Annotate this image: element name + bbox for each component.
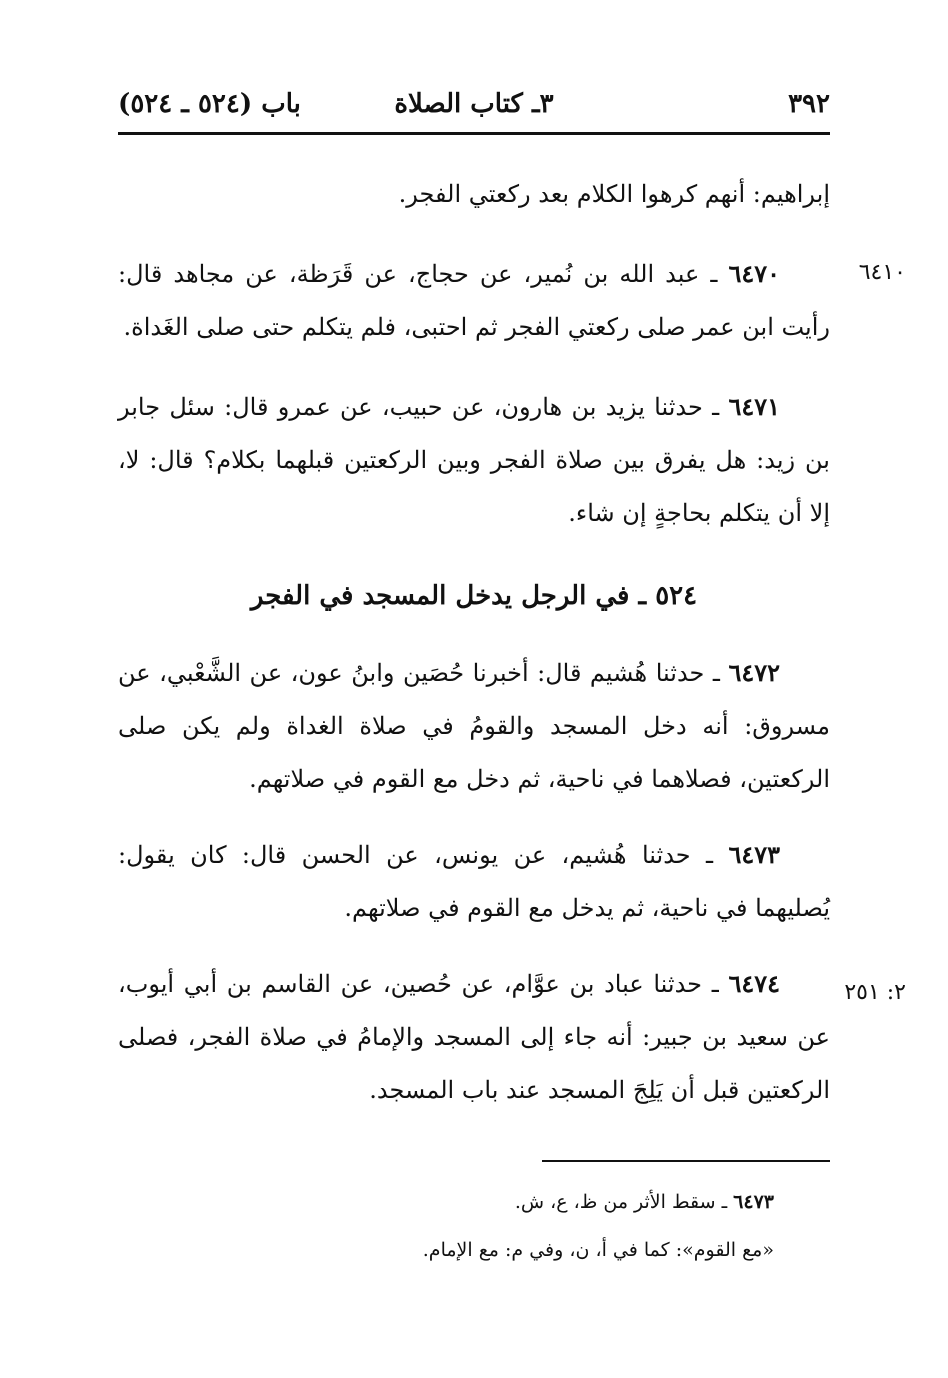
hadith-number: ٦٤٧٠: [728, 259, 780, 288]
main-text: [118, 168, 830, 1139]
footnote-text: «مع القوم»: كما في أ، ن، وفي م: مع الإمام.: [422, 1239, 774, 1261]
hadith-number: ٦٤٧٣: [728, 840, 780, 869]
paragraph-text: إبراهيم: أنهم كرهوا الكلام بعد ركعتي الفجر.: [398, 180, 830, 208]
page-number: ٣٩٢: [788, 89, 830, 119]
hadith-text: ـ حدثنا عباد بن عوَّام، عن حُصين، عن القاسم بن أبي أيوب، عن سعيد بن جبير: أنه جاء إلى المسجد والإمامُ في صلاة الفجر، فصلى الركعتين قبل أن يَلِجَ المسجد عند باب المسجد.: [118, 970, 830, 1104]
header-rule: [118, 132, 830, 135]
hadith-text: ـ عبد الله بن نُمير، عن حجاج، عن قَرَظة، عن مجاهد قال: رأيت ابن عمر صلى ركعتي الفجر ثم احتبى، فلم يتكلم حتى صلى الغَداة.: [118, 260, 830, 341]
margin-reference-6410: ٦٤١٠: [858, 260, 906, 285]
page-header: [118, 84, 830, 124]
footnotes: [118, 1182, 830, 1278]
hadith-text: ـ حدثنا هُشيم، عن يونس، عن الحسن قال: كان يقول: يُصليهما في ناحية، ثم يدخل مع القوم في صلاتهم.: [118, 841, 830, 922]
book-title: ٣ـ كتاب الصلاة: [394, 89, 554, 119]
footnote-text: ـ سقط الأثر من ظ، ع، ش.: [514, 1191, 734, 1213]
hadith-6471: [118, 380, 830, 540]
hadith-number: ٦٤٧٤: [728, 969, 780, 998]
hadith-text: ـ حدثنا يزيد بن هارون، عن حبيب، عن عمرو قال: سئل جابر بن زيد: هل يفرق بين صلاة الفجر وبين الركعتين قبلهما بكلام؟ قال: لا، إلا أن يتكلم بحاجةٍ إن شاء.: [118, 393, 830, 527]
paragraph-continuation: [118, 168, 830, 221]
hadith-6470: [118, 247, 830, 354]
footnote-number: ٦٤٧٣: [733, 1191, 774, 1213]
hadith-6474: [118, 957, 830, 1117]
hadith-number: ٦٤٧١: [728, 392, 780, 421]
chapter-range: باب (٥٢٤ ـ ٥٢٤): [118, 89, 301, 119]
margin-reference-2-251: ٢: ٢٥١: [844, 980, 906, 1005]
hadith-6473: [118, 828, 830, 935]
hadith-6472: [118, 646, 830, 806]
chapter-title: ٥٢٤ ـ في الرجل يدخل المسجد في الفجر: [250, 581, 698, 611]
hadith-text: ـ حدثنا هُشيم قال: أخبرنا حُصَين وابنُ عون، عن الشَّعْبي، عن مسروق: أنه دخل المسجد والقومُ في صلاة الغداة ولم يكن صلى الركعتين، فصلاهما في ناحية، ثم دخل مع القوم في صلاتهم.: [118, 659, 830, 793]
footnote-6473: [118, 1182, 830, 1222]
footnote-rule: [542, 1160, 830, 1162]
footnote-variant: [118, 1230, 830, 1270]
hadith-number: ٦٤٧٢: [728, 658, 780, 687]
